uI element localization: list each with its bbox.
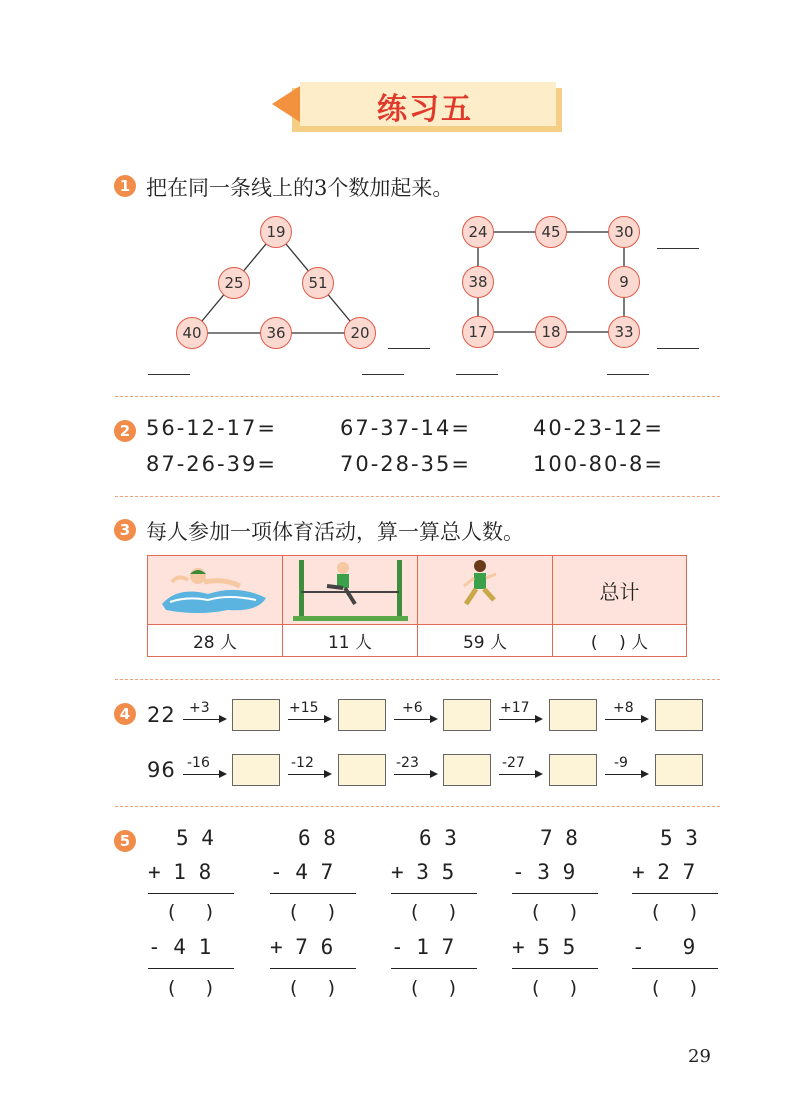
total-header: 总计 xyxy=(553,556,686,624)
question-3-badge: 3 xyxy=(114,519,136,541)
swimming-count: 28 人 xyxy=(148,624,283,656)
arrow-right-icon xyxy=(394,774,436,775)
answer-blank[interactable] xyxy=(148,374,190,375)
square-node-top-right: 30 xyxy=(608,216,640,248)
equation: 40-23-12= xyxy=(533,416,664,440)
triangle-node-mid-left: 25 xyxy=(218,267,250,299)
page-title: 练习五 xyxy=(377,92,473,127)
answer-box[interactable] xyxy=(549,699,597,731)
arrow-right-icon xyxy=(288,774,330,775)
square-node-top-left: 24 xyxy=(462,216,494,248)
answer-blank[interactable] xyxy=(388,348,430,349)
calc-operation-2: - 1 7 xyxy=(391,935,455,959)
calc-line xyxy=(632,968,718,969)
running-cell xyxy=(418,556,553,624)
answer-box[interactable] xyxy=(338,699,386,731)
chain-1-op: +6 xyxy=(402,700,423,716)
answer-box[interactable] xyxy=(549,754,597,786)
calc-line xyxy=(270,968,356,969)
calc-operation-2: - 4 1 xyxy=(148,935,212,959)
arrow-right-icon xyxy=(605,719,647,720)
section-divider xyxy=(115,496,720,497)
answer-blank[interactable] xyxy=(362,374,404,375)
answer-blank[interactable] xyxy=(657,348,699,349)
calc-answer-blank-2[interactable]: ( ) xyxy=(652,977,698,999)
chain-2-op: -16 xyxy=(187,755,210,771)
chain-1-op: +8 xyxy=(613,700,634,716)
chain-2-op: -23 xyxy=(396,755,419,771)
calc-top-number: 7 8 xyxy=(540,826,578,850)
calc-line xyxy=(512,968,598,969)
calc-answer-blank-1[interactable]: ( ) xyxy=(411,901,457,923)
question-4-badge: 4 xyxy=(114,703,136,725)
calc-operation-1: - 4 7 xyxy=(270,860,334,884)
calc-answer-blank-1[interactable]: ( ) xyxy=(652,901,698,923)
calc-answer-blank-1[interactable]: ( ) xyxy=(290,901,336,923)
square-node-bottom-mid: 18 xyxy=(535,316,567,348)
arrow-right-icon xyxy=(499,774,541,775)
running-count: 59 人 xyxy=(418,624,553,656)
calc-answer-blank-2[interactable]: ( ) xyxy=(532,977,578,999)
calc-answer-blank-1[interactable]: ( ) xyxy=(168,901,214,923)
arrow-right-icon xyxy=(288,719,330,720)
calc-operation-2: - 9 xyxy=(632,935,696,959)
question-1-badge: 1 xyxy=(114,175,136,197)
square-node-bottom-left: 17 xyxy=(462,316,494,348)
answer-box[interactable] xyxy=(443,754,491,786)
arrow-right-icon xyxy=(183,774,225,775)
equation: 100-80-8= xyxy=(533,452,664,476)
chain-1-op: +15 xyxy=(289,700,319,716)
arrow-right-icon xyxy=(394,719,436,720)
chain-1-op: +3 xyxy=(189,700,210,716)
answer-box[interactable] xyxy=(232,754,280,786)
calc-line xyxy=(391,893,477,894)
calc-operation-2: + 5 5 xyxy=(512,935,576,959)
answer-blank[interactable] xyxy=(456,374,498,375)
calc-line xyxy=(512,893,598,894)
chain-1-start: 22 xyxy=(147,703,176,727)
chain-1-op: +17 xyxy=(500,700,530,716)
calc-operation-1: + 1 8 xyxy=(148,860,212,884)
high-jump-count: 11 人 xyxy=(283,624,418,656)
square-node-bottom-right: 33 xyxy=(608,316,640,348)
arrow-right-icon xyxy=(499,719,541,720)
answer-box[interactable] xyxy=(232,699,280,731)
calc-line xyxy=(148,968,234,969)
high-jumper-icon xyxy=(283,556,418,622)
answer-box[interactable] xyxy=(443,699,491,731)
calc-answer-blank-2[interactable]: ( ) xyxy=(290,977,336,999)
triangle-node-mid-right: 51 xyxy=(302,267,334,299)
answer-blank[interactable] xyxy=(607,374,649,375)
section-divider xyxy=(115,679,720,680)
answer-box[interactable] xyxy=(655,699,703,731)
calc-operation-2: + 7 6 xyxy=(270,935,334,959)
triangle-node-bottom-left: 40 xyxy=(176,317,208,349)
sports-table xyxy=(147,555,687,657)
runner-icon xyxy=(418,556,553,622)
equation: 87-26-39= xyxy=(146,452,277,476)
answer-blank[interactable] xyxy=(657,248,699,249)
swimmer-icon xyxy=(148,556,283,622)
q1-connecting-lines xyxy=(0,0,800,400)
swimming-cell xyxy=(148,556,283,624)
calc-top-number: 6 8 xyxy=(298,826,336,850)
equation: 70-28-35= xyxy=(340,452,471,476)
calc-answer-blank-1[interactable]: ( ) xyxy=(532,901,578,923)
equation: 67-37-14= xyxy=(340,416,471,440)
answer-box[interactable] xyxy=(338,754,386,786)
square-node-mid-left: 38 xyxy=(462,266,494,298)
square-node-top-mid: 45 xyxy=(535,216,567,248)
calc-top-number: 6 3 xyxy=(419,826,457,850)
chain-2-op: -9 xyxy=(614,755,628,771)
page-number: 29 xyxy=(688,1046,711,1067)
calc-line xyxy=(632,893,718,894)
calc-answer-blank-2[interactable]: ( ) xyxy=(411,977,457,999)
triangle-node-bottom-mid: 36 xyxy=(260,317,292,349)
total-count-blank[interactable]: ( ) 人 xyxy=(553,624,686,656)
square-node-mid-right: 9 xyxy=(608,266,640,298)
high-jump-cell xyxy=(283,556,418,624)
answer-box[interactable] xyxy=(655,754,703,786)
section-divider xyxy=(115,806,720,807)
question-2-badge: 2 xyxy=(114,420,136,442)
arrow-right-icon xyxy=(183,719,225,720)
section-divider xyxy=(115,396,720,397)
chain-2-op: -27 xyxy=(502,755,525,771)
calc-operation-1: + 3 5 xyxy=(391,860,455,884)
question-1-instruction: 把在同一条线上的3个数加起来。 xyxy=(146,176,454,200)
arrow-right-icon xyxy=(605,774,647,775)
calc-line xyxy=(270,893,356,894)
calc-operation-1: - 3 9 xyxy=(512,860,576,884)
calc-top-number: 5 3 xyxy=(660,826,698,850)
calc-operation-1: + 2 7 xyxy=(632,860,696,884)
chain-2-start: 96 xyxy=(147,758,176,782)
calc-top-number: 5 4 xyxy=(176,826,214,850)
calc-line xyxy=(148,893,234,894)
question-5-badge: 5 xyxy=(114,830,136,852)
equation: 56-12-17= xyxy=(146,416,277,440)
triangle-node-top: 19 xyxy=(260,216,292,248)
question-3-instruction: 每人参加一项体育活动，算一算总人数。 xyxy=(146,520,524,544)
calc-line xyxy=(391,968,477,969)
chain-2-op: -12 xyxy=(291,755,314,771)
calc-answer-blank-2[interactable]: ( ) xyxy=(168,977,214,999)
triangle-node-bottom-right: 20 xyxy=(344,317,376,349)
